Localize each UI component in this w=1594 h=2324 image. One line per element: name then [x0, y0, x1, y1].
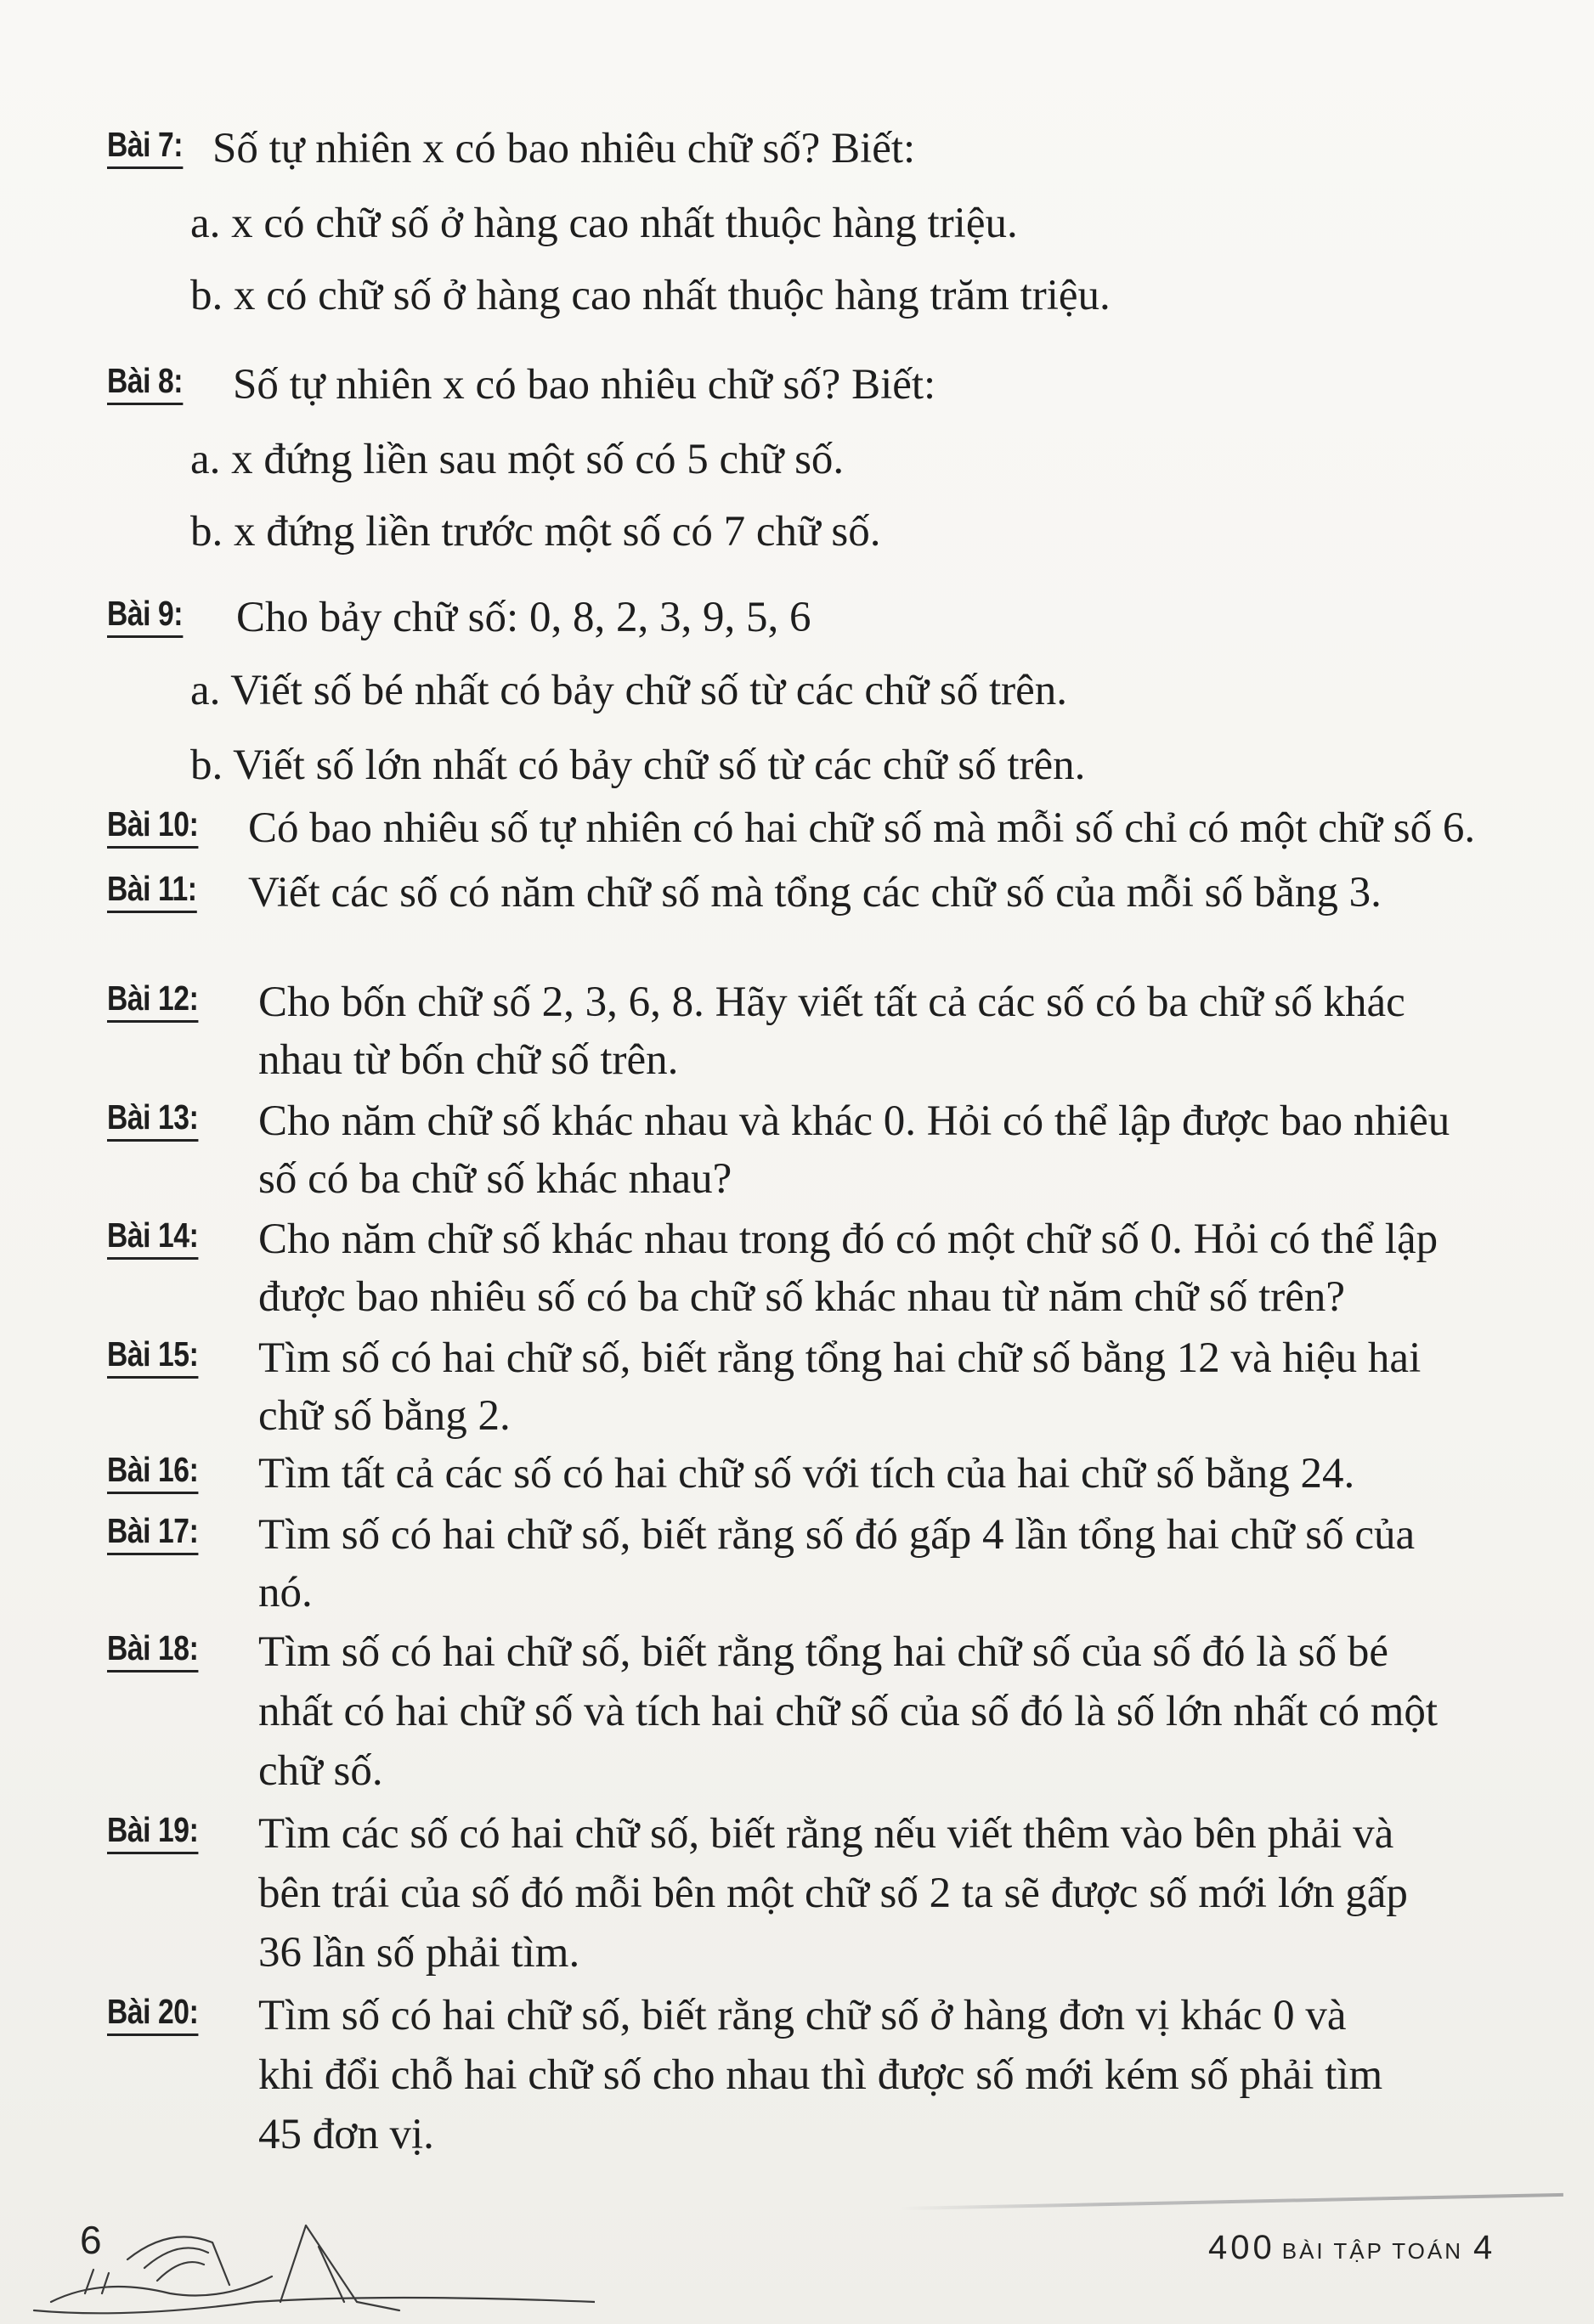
exercise-text: nhau từ bốn chữ số trên. — [258, 1036, 679, 1084]
exercise-text: Tìm số có hai chữ số, biết rằng số đó gấp 4 lần tổng hai chữ số của — [258, 1511, 1416, 1559]
exercise-label: Bài 20: — [107, 1993, 198, 2036]
exercise-label: Bài 8: — [107, 362, 183, 405]
exercise-text: Cho bảy chữ số: 0, 8, 2, 3, 9, 5, 6 — [236, 594, 811, 641]
exercise-subitem: a. Viết số bé nhất có bảy chữ số từ các chữ số trên. — [190, 667, 1068, 714]
exercise-label: Bài 11: — [107, 870, 197, 913]
exercise-label: Bài 12: — [107, 979, 198, 1023]
book-title — [1208, 2229, 1492, 2267]
exercise-subitem: a. x có chữ số ở hàng cao nhất thuộc hàng triệu. — [190, 200, 1018, 247]
exercise-text: Tìm số có hai chữ số, biết rằng tổng hai chữ số của số đó là số bé — [258, 1628, 1389, 1676]
book-grade: 4 — [1473, 2229, 1493, 2266]
exercise-text: khi đổi chỗ hai chữ số cho nhau thì được số mới kém số phải tìm — [258, 2051, 1383, 2099]
exercise-text: số có ba chữ số khác nhau? — [258, 1155, 732, 1203]
exercise-subitem: b. x đứng liền trước một số có 7 chữ số. — [190, 508, 881, 556]
page-number: 6 — [80, 2218, 102, 2262]
exercise-label: Bài 16: — [107, 1451, 198, 1494]
exercise-text: 36 lần số phải tìm. — [258, 1929, 580, 1977]
exercise-text: Tìm số có hai chữ số, biết rằng chữ số ở hàng đơn vị khác 0 và — [258, 1992, 1347, 2039]
exercise-label: Bài 15: — [107, 1335, 198, 1379]
exercise-label: Bài 7: — [107, 126, 183, 169]
exercise-text: Tìm số có hai chữ số, biết rằng tổng hai chữ số bằng 12 và hiệu hai — [258, 1334, 1422, 1382]
exercise-text: Tìm tất cả các số có hai chữ số với tích của hai chữ số bằng 24. — [258, 1450, 1355, 1498]
exercise-text: chữ số bằng 2. — [258, 1392, 511, 1440]
exercise-subitem: b. x có chữ số ở hàng cao nhất thuộc hàng trăm triệu. — [190, 272, 1111, 319]
exercise-text: Có bao nhiêu số tự nhiên có hai chữ số mà mỗi số chỉ có một chữ số 6. — [248, 804, 1476, 852]
exercise-text: 45 đơn vị. — [258, 2111, 434, 2158]
exercise-text: Viết các số có năm chữ số mà tổng các chữ số của mỗi số bằng 3. — [248, 869, 1382, 917]
exercise-text: Tìm các số có hai chữ số, biết rằng nếu viết thêm vào bên phải và — [258, 1810, 1394, 1858]
exercise-text: nó. — [258, 1569, 313, 1616]
exercise-text: chữ số. — [258, 1747, 383, 1795]
exercise-label: Bài 10: — [107, 805, 198, 849]
exercise-text: Số tự nhiên x có bao nhiêu chữ số? Biết: — [212, 125, 916, 172]
exercise-label: Bài 17: — [107, 1512, 198, 1555]
exercise-label: Bài 14: — [107, 1216, 198, 1260]
exercise-text: Cho năm chữ số khác nhau trong đó có một chữ số 0. Hỏi có thể lập — [258, 1216, 1439, 1263]
exercise-text: nhất có hai chữ số và tích hai chữ số của số đó là số lớn nhất có một — [258, 1688, 1439, 1735]
book-title-text: BÀI TẬP TOÁN — [1281, 2238, 1464, 2264]
exercise-subitem: b. Viết số lớn nhất có bảy chữ số từ các chữ số trên. — [190, 742, 1086, 789]
exercise-label: Bài 18: — [107, 1629, 198, 1672]
exercise-label: Bài 13: — [107, 1098, 198, 1142]
exercise-text: được bao nhiêu số có ba chữ số khác nhau từ năm chữ số trên? — [258, 1273, 1346, 1321]
book-number: 400 — [1208, 2229, 1275, 2266]
exercise-subitem: a. x đứng liền sau một số có 5 chữ số. — [190, 436, 845, 483]
exercise-text: bên trái của số đó mỗi bên một chữ số 2 ta sẽ được số mới lớn gấp — [258, 1870, 1408, 1917]
exercise-label: Bài 9: — [107, 595, 183, 638]
exercise-text: Cho năm chữ số khác nhau và khác 0. Hỏi có thể lập được bao nhiêu — [258, 1097, 1450, 1145]
exercise-text: Số tự nhiên x có bao nhiêu chữ số? Biết: — [233, 361, 936, 409]
exercise-text: Cho bốn chữ số 2, 3, 6, 8. Hãy viết tất cả các số có ba chữ số khác — [258, 979, 1405, 1026]
exercise-label: Bài 19: — [107, 1811, 198, 1854]
